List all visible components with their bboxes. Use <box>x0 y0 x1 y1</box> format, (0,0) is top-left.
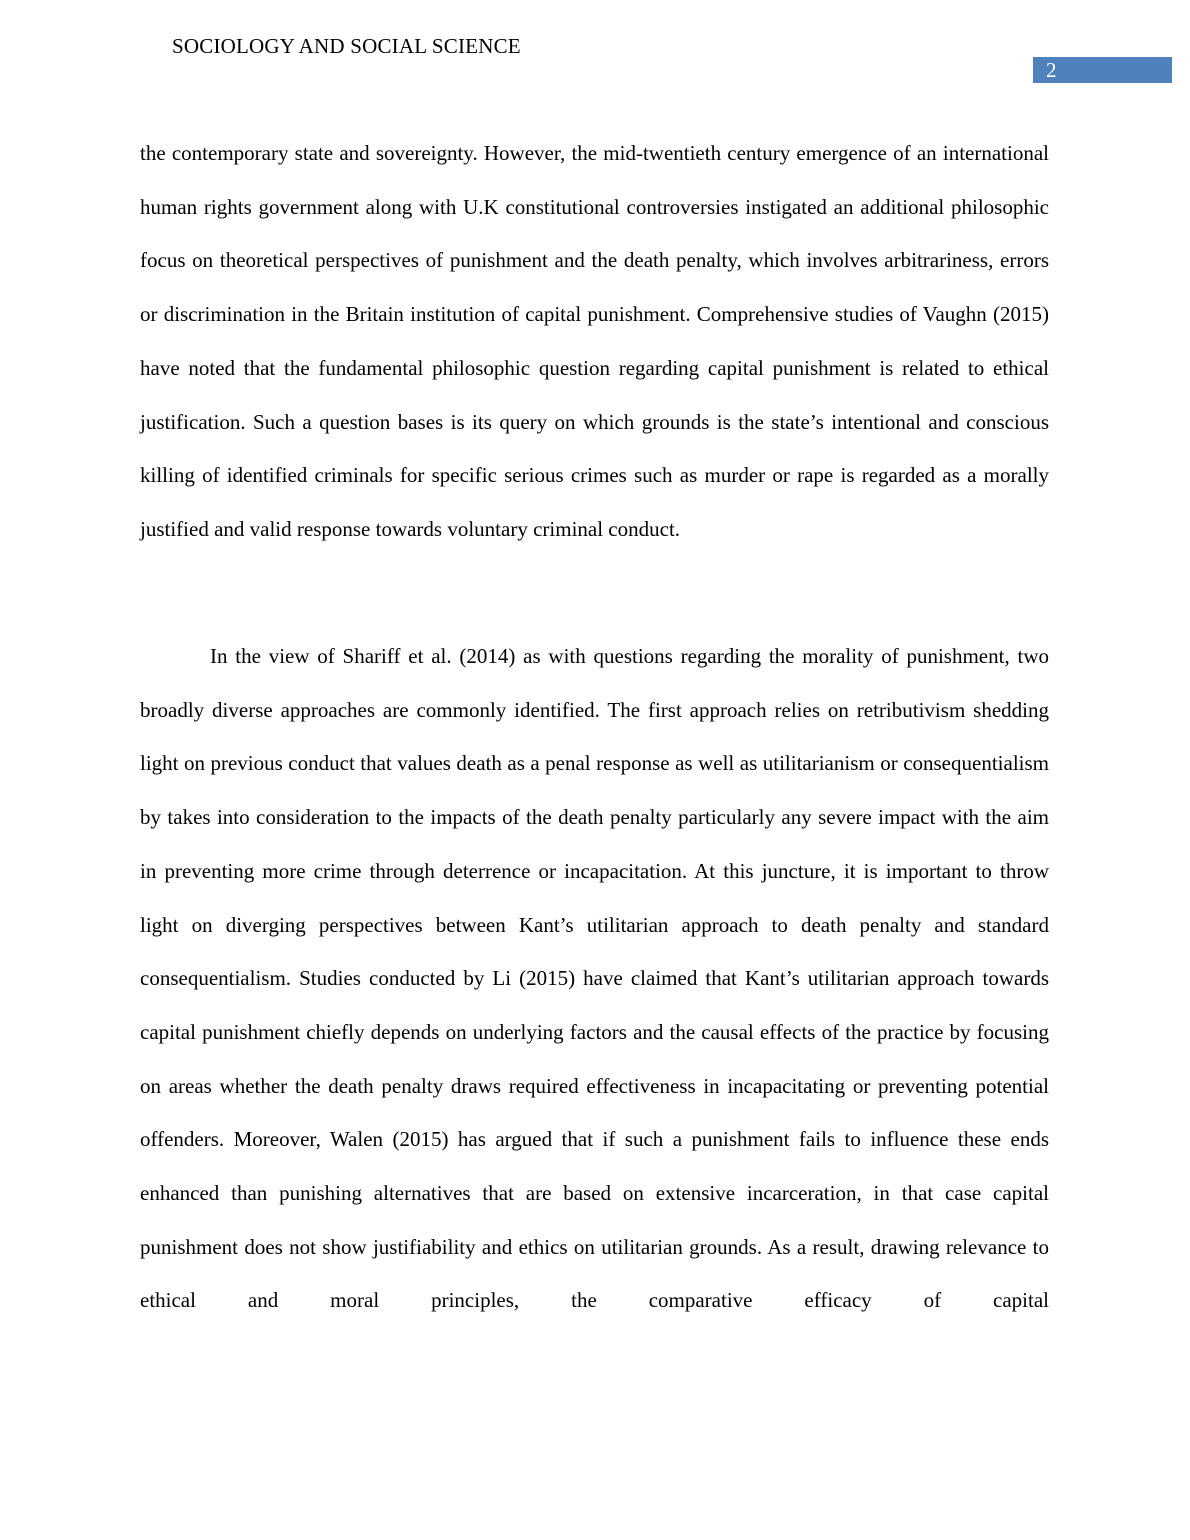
running-head: SOCIOLOGY AND SOCIAL SCIENCE <box>172 34 521 58</box>
page-number: 2 <box>1046 58 1057 82</box>
body-paragraph-1: the contemporary state and sovereignty. However, the mid-twentieth century emergence of an international human rights government along with U.K constitutional controversies instigated an additional philosophic focus on theoretical perspectives of punishment and the death penalty, which involves arbitrariness, errors or discrimination in the Britain institution of capital punishment. Comprehensive studies of Vaughn (2015) have noted that the fundamental philosophic question regarding capital punishment is related to ethical justification. Such a question bases is its query on which grounds is the state’s intentional and conscious killing of identified criminals for specific serious crimes such as murder or rape is regarded as a morally justified and valid response towards voluntary criminal conduct. <box>140 141 1049 541</box>
page-number-badge <box>1033 57 1172 83</box>
body-paragraph-2: In the view of Shariff et al. (2014) as with questions regarding the morality of punishment, two broadly diverse approaches are commonly identified. The first approach relies on retributivism shedding light on previous conduct that values death as a penal response as well as utilitarianism or consequentialism by takes into consideration to the impacts of the death penalty particularly any severe impact with the aim in preventing more crime through deterrence or incapacitation. At this juncture, it is important to throw light on diverging perspectives between Kant’s utilitarian approach to death penalty and standard consequentialism. Studies conducted by Li (2015) have claimed that Kant’s utilitarian approach towards capital punishment chiefly depends on underlying factors and the causal effects of the practice by focusing on areas whether the death penalty draws required effectiveness in incapacitating or preventing potential offenders. Moreover, Walen (2015) has argued that if such a punishment fails to influence these ends enhanced than punishing alternatives that are based on extensive incarceration, in that case capital punishment does not show justifiability and ethics on utilitarian grounds. As a result, drawing relevance to ethical and moral principles, the comparative efficacy of capital <box>140 644 1049 1313</box>
